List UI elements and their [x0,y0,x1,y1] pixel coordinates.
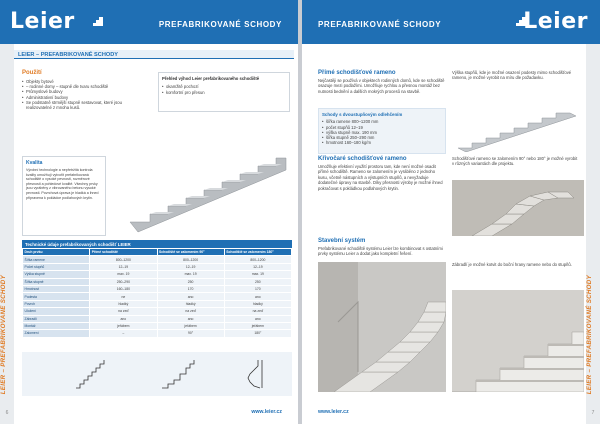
table-cell: 12–19 [157,263,224,270]
list-item: • hmotnost 160–180 kg/m [322,140,442,145]
table-row [23,300,292,307]
table-cell: hladký [224,300,291,307]
table-cell: 250–290 [90,278,157,285]
table-row-label: Podesta [23,293,90,300]
vertical-section-label: LEIER – PREFABRIKOVANÉ SCHODY [586,274,593,394]
leier-logo: Leier [10,9,75,34]
table-cell: jeřábem [157,322,224,329]
table-cell: na zeď [90,308,157,315]
table-cell: max. 19 [224,271,291,278]
concrete-stair-photo [452,290,584,392]
straight-flight-title: Přímé schodišťové rameno [318,70,396,76]
table-row-label: Uložení [23,308,90,315]
table-header-cell: Schodiště se zalomením 180° [224,249,291,256]
table-row-label: Hmotnost [23,285,90,292]
table-cell: ne [90,293,157,300]
left-page [0,0,298,424]
table-row-label: Počet stupňů [23,263,90,270]
quality-title: Kvalita [26,160,43,166]
table-row-label: Šířka ramene [23,256,90,263]
table-cell: 800–1200 [90,256,157,263]
curved-flight-side: Schodišťové rameno se zalomením 90° nebo 180° je možné vyrobit v různých variantách dle projektu. [452,156,578,167]
straight-flight-photo [452,106,584,152]
table-cell: 180° [224,330,291,337]
system-section [318,238,446,257]
table-row-label: Zalomení [23,330,90,337]
table-cell: na zeď [224,308,291,315]
usage-extra: realizovatelné z mnoha kusů. [26,105,81,111]
table-row [23,322,292,329]
list-item: • okamžitě pochozí [162,84,286,89]
straight-stair-photo [110,114,292,234]
table-cell: 800–1200 [224,256,291,263]
list-item: • šířka stupně 250–290 mm [322,135,442,140]
list-item: • Administrativní budovy [22,95,162,100]
table-row [23,263,292,270]
table-row [23,315,292,322]
table-header-cell: Druh prvku [23,249,90,256]
table-cell: 170 [157,285,224,292]
curved-flight-text: Umožňuje efektivní využití prostoru tam, kde není možné osadit přímé schodiště. Rameno se zalomením je vyráběno z jednoho kusu, včetně nástupních a výstupních stupňů, a nevyžaduje dodatečné úpravy na stavbě. Díky přesnosti výroby je možné ihned pokračovat s pokládkou podlahových krytin. [318,164,443,191]
tech-data-table [22,248,292,338]
straight-flight-section [318,70,446,94]
table-row-label: Povrch [23,300,90,307]
table-row [23,285,292,292]
table-cell: na zeď [157,308,224,315]
list-item: • Objekty bytové [22,79,162,84]
quality-box [22,156,106,236]
table-title: Technické údaje prefabrikovaných schodišť LEIER [22,240,292,248]
table-cell: 800–1200 [157,256,224,263]
list-item: • šířka ramene 800–1200 mm [322,119,442,124]
table-cell: ano [224,315,291,322]
usage-list [22,79,162,105]
tech-table [22,248,292,338]
table-header-row [23,249,292,256]
table-cell: max. 19 [157,271,224,278]
table-cell: ano [157,315,224,322]
table-row-label: Výška stupně [23,271,90,278]
stair-logo-icon [93,16,103,26]
table-cell: 160–180 [90,285,157,292]
table-row-label: Šířka stupně [23,278,90,285]
table-cell: 170 [224,285,291,292]
spec-title: Schody s dvoustupňovým odlehčením [322,112,403,117]
table-cell: 250 [157,278,224,285]
stairwell-photo [318,262,446,392]
system-text: Prefabrikované schodiště systému Leier lze kombinovat s ostatními prvky systému Leier a dodat jako kompletní řešení. [318,246,443,257]
table-cell: – [90,330,157,337]
table-row [23,308,292,315]
list-item: • komfortní pro přesun [162,90,286,95]
header-title: PREFABRIKOVANÉ SCHODY [158,20,282,29]
leier-logo: Leier [523,9,588,34]
table-header-cell: Přímé schodiště [90,249,157,256]
straight-stair-illustration [110,114,292,234]
curved-flight-title: Křivočaré schodišťové rameno [318,156,407,162]
list-item: • výška stupně max. 190 mm [322,130,442,135]
straight-flight-illustration [452,106,584,152]
table-cell: hladký [157,300,224,307]
advantages-title: Přehled výhod Leier prefabrikovaného schodiště [162,76,260,81]
list-item: • – rodinné domy – stupně dle tvaru schodiště [22,84,162,89]
curved-flight-illustration [452,180,584,236]
table-cell: ano [224,293,291,300]
vertical-section-label: LEIER – PREFABRIKOVANÉ SCHODY [0,274,7,394]
table-row-label: Montáž [23,322,90,329]
table-cell: max. 19 [90,271,157,278]
table-row [23,293,292,300]
table-cell: ano [157,293,224,300]
table-row [23,271,292,278]
left-header [0,0,298,44]
table-row [23,256,292,263]
table-cell: hladký [90,300,157,307]
curved-flight-section [318,156,446,191]
right-page [302,0,600,424]
straight-flight-text: Nejčastěji se používá v objektech rodinných domů, kde se schodiště osazuje mezi podlažími. Umožňuje rychlou a přesnou montáž bez nutnosti bednění a dalších mokrých procesů na stavbě. [318,78,445,94]
table-row [23,278,292,285]
stairwell-illustration [318,262,446,392]
curved-flight-photo [452,180,584,236]
list-item: • Průmyslové budovy [22,89,162,94]
table-cell: jeřábem [90,322,157,329]
table-row-label: Zábradlí [23,315,90,322]
table-cell: jeřábem [224,322,291,329]
list-item: • Se podstatně strmější stupně sestavovat, které jsou [22,100,162,105]
table-header-cell: Schodiště se zalomením 90° [157,249,224,256]
table-cell: ano [90,315,157,322]
usage-title: Použití [22,70,42,76]
advantages-box [158,72,290,112]
table-cell: 90° [157,330,224,337]
table-row [23,330,292,337]
right-header [302,0,600,44]
system-side: Zábradlí je možné kotvit do boční hrany ramene nebo do stupňů. [452,262,572,267]
stair-diagrams [22,352,292,396]
list-item: • počet stupňů 12–19 [322,125,442,130]
spec-list [322,119,442,145]
page-number: 6 [5,410,9,416]
table-cell: 250 [224,278,291,285]
footer-url[interactable]: www.leier.cz [318,409,349,415]
table-cell: 12–19 [90,263,157,270]
concrete-stair-illustration [452,290,584,392]
system-title: Stavební systém [318,238,366,244]
footer-url[interactable]: www.leier.cz [251,409,282,415]
advantages-list [162,84,286,94]
usage-block [22,70,162,110]
header-title: PREFABRIKOVANÉ SCHODY [318,20,442,29]
stair-diagrams-svg [22,352,292,396]
right-sidebar [586,44,600,424]
straight-flight-side: Výška stupňů, kde je možné osazení podesty mimo schodišťové rameno, je možné vyrobit na míru dle požadavku. [452,70,572,81]
page-number: 7 [591,410,595,416]
spec-box [318,108,446,154]
left-sidebar [0,44,14,424]
table-cell: 12–19 [224,263,291,270]
quality-text: Výrobní technologie a nepřetržitá kontrola kvality umožňují vytvořit prefabrikovaná schodiště o vysoké pevnosti, rozměrové přesnosti a pohledové kvalitě. Všechny prvky jsou vyráběny z vibrovaného betonu vysoké pevnosti. Povrchová úprava je hladká a ihned připravena k pokládce podlahových krytin. [26,168,99,200]
section-title: LEIER – PREFABRIKOVANÉ SCHODY [14,50,294,59]
